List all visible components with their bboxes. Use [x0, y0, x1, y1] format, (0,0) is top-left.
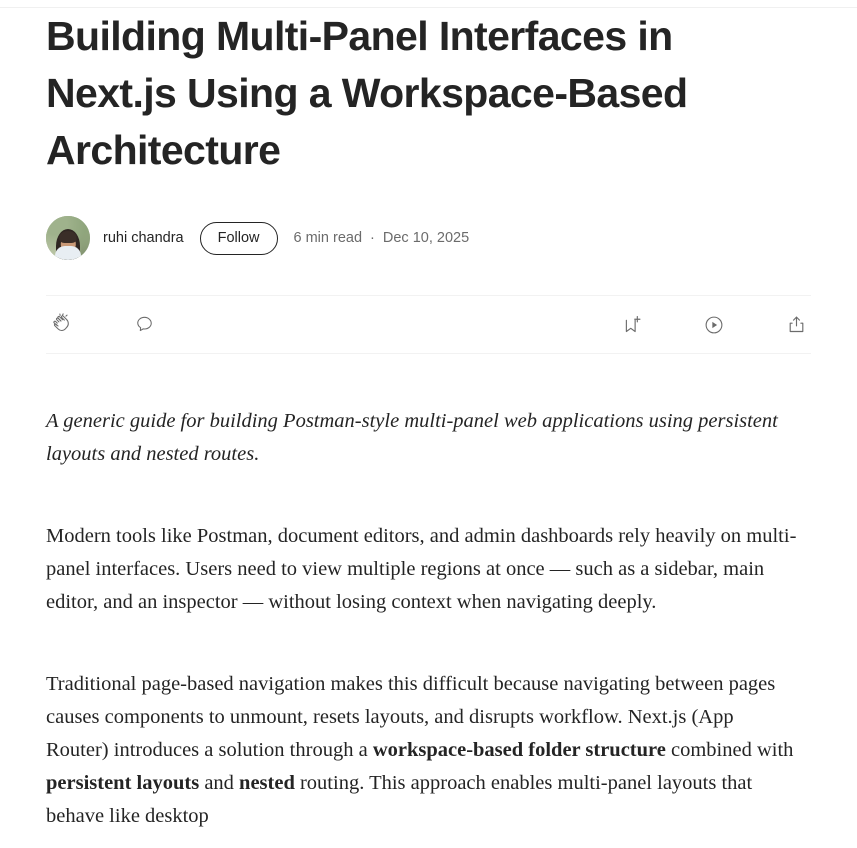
- paragraph-2-bold-3: nested: [239, 772, 295, 794]
- clap-icon: [50, 313, 73, 336]
- article-subtitle: A generic guide for building Postman-style multi-panel web applications using persistent layouts and nested routes.: [46, 410, 778, 465]
- share-icon: [786, 314, 807, 335]
- listen-button[interactable]: [699, 310, 729, 340]
- article-paragraph-2: [46, 668, 801, 833]
- avatar[interactable]: [46, 216, 90, 260]
- action-bar-right: [617, 310, 811, 340]
- bookmark-plus-icon: [622, 314, 643, 335]
- paragraph-2-text-3: and: [199, 772, 240, 794]
- play-circle-icon: [703, 314, 725, 336]
- follow-button[interactable]: Follow: [200, 222, 278, 255]
- paragraph-2-bold-2: persistent layouts: [46, 772, 200, 794]
- author-name[interactable]: ruhi chandra: [103, 230, 184, 246]
- share-button[interactable]: [781, 310, 811, 340]
- comment-icon: [134, 314, 155, 335]
- article-container: [0, 8, 857, 833]
- meta-separator: ·: [370, 230, 375, 246]
- paragraph-2-text-1: Traditional page-based navigation makes this difficult because navigating between pages causes components to unmount, resets layouts, and disrupts workflow. Next.js (App Router) introduces a solution through a: [46, 673, 776, 761]
- article-meta: [294, 230, 470, 246]
- avatar-torso: [55, 246, 81, 260]
- paragraph-2-bold-1: workspace-based folder structure: [372, 739, 666, 761]
- article-paragraph-1: Modern tools like Postman, document editors, and admin dashboards rely heavily on multi-panel interfaces. Users need to view multiple regions at once — such as a sidebar, main editor, and an inspector — without losing context when navigating deeply.: [46, 525, 797, 613]
- read-time: 6 min read: [293, 230, 363, 246]
- paragraph-2-text-2: combined with: [665, 739, 794, 761]
- action-bar-left: [46, 310, 159, 340]
- article-title: Building Multi-Panel Interfaces in Next.js Using a Workspace-Based Architecture: [46, 13, 688, 173]
- clap-button[interactable]: [46, 310, 76, 340]
- bookmark-button[interactable]: [617, 310, 647, 340]
- paragraph-2-text-4: routing. This approach enables multi-panel layouts that behave like desktop: [46, 772, 753, 827]
- comment-button[interactable]: [129, 310, 159, 340]
- article-action-bar: [46, 295, 811, 354]
- byline: [46, 215, 811, 261]
- avatar-hair-front: [60, 231, 77, 243]
- publish-date: Dec 10, 2025: [382, 230, 470, 246]
